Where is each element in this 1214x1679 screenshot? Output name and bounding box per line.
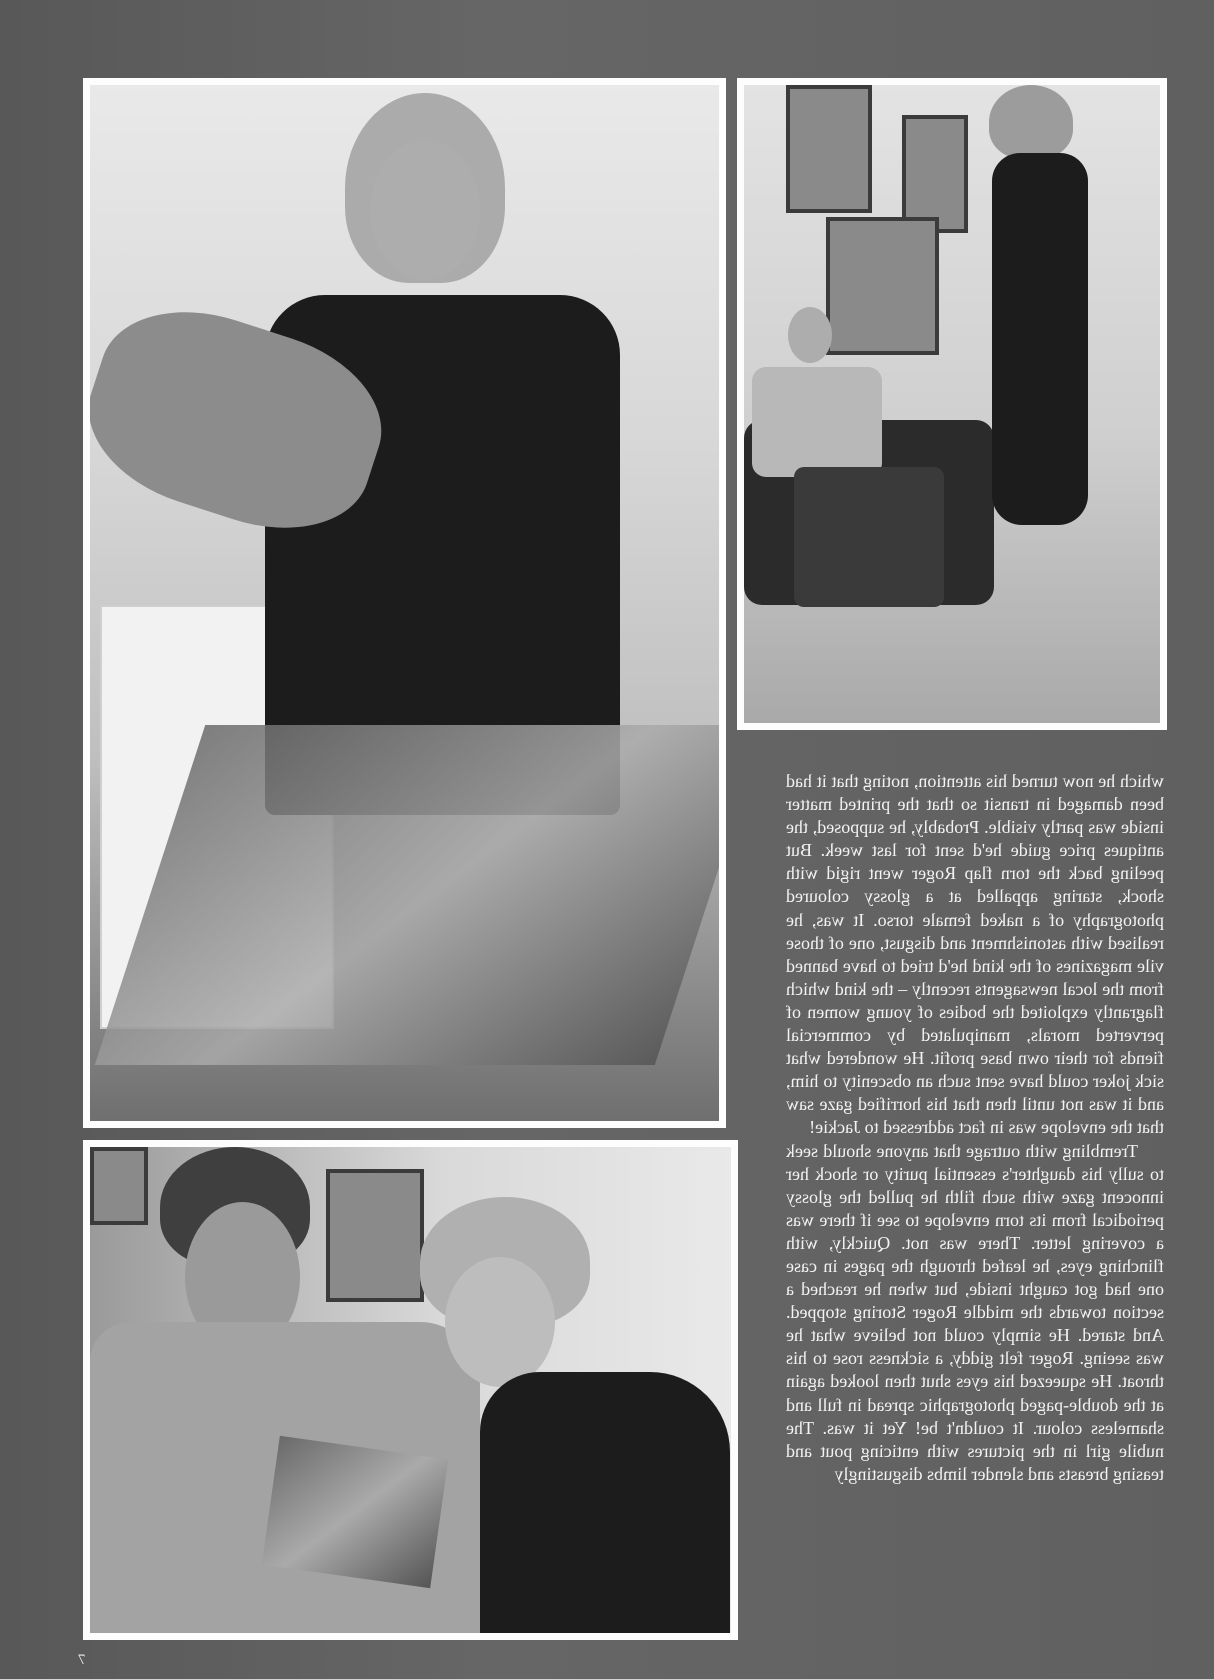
article-paragraph-1: which he now turned his attention, noting that it had been damaged in transit so that the printed matter inside was partly visible. Probably, he supposed, the antiques price guide he'd sent for last week. But peeling back the torn flap Roger went rigid with shock, staring appalled at a glossy coloured photography of a naked female torso. It was, he realised with astonishment and disgust, one of those vile magazines of the kind he'd tried to have banned from the local newsagents recently – the kind which flagrantly exploited the bodies of young women of perverted morals, manipulated by commercial fiends for their own base profit. He wondered what sick joker could have sent such an obscenity to him, and it was not until then that his horrified gaze saw that the envelope was in fact addressed to Jackie!	[786, 771, 1164, 1138]
woman-top-shape	[480, 1372, 730, 1633]
woman-face-shape	[445, 1257, 555, 1387]
photo-man-showing-magazine-image	[90, 1147, 731, 1633]
picture-frame-5	[90, 1147, 148, 1225]
woman-hair-shape	[989, 85, 1073, 159]
article-paragraph-2: Trembling with outrage that anyone should seek to sully his daughter's essential purity or shock her innocent gaze with such filth he pulled the glossy periodical from its torn envelope to see if there was a covering letter. There was not. Quickly, with flinching eyes, he leafed through the pages in case one had got caught inside, but when he reached a section towards the middle Roger Storing stopped. And stared. He simply could not believe what he was seeing. Roger felt giddy, a sickness rose to his throat. He squeezed his eyes shut then looked again at the double-paged photographic spread in full and shameless colour. It couldn't be! Yet it was. The nubile girl in the pictures with enticing pout and teasing breasts and slender limbs disgustingly	[786, 1140, 1164, 1484]
man-head-shape	[788, 307, 832, 363]
magazine-shape	[95, 725, 719, 1065]
open-magazine-shape	[262, 1436, 448, 1588]
picture-frame-4	[326, 1169, 424, 1302]
photo-man-showing-magazine	[83, 1140, 738, 1640]
photo-man-on-sofa	[737, 78, 1167, 730]
woman-dress-shape	[992, 153, 1088, 525]
man-jacket-shape	[752, 367, 882, 477]
article-body-text	[786, 770, 1164, 1640]
picture-frame-2	[902, 115, 968, 233]
picture-frame-3	[826, 217, 939, 355]
page-number: 7	[78, 1652, 86, 1668]
photo-woman-standing	[83, 78, 726, 1128]
photo-woman-standing-image	[90, 85, 719, 1121]
picture-frame-1	[786, 85, 872, 213]
face-shape	[370, 140, 480, 280]
photo-man-on-sofa-image	[744, 85, 1160, 723]
man-trousers-shape	[794, 467, 944, 607]
